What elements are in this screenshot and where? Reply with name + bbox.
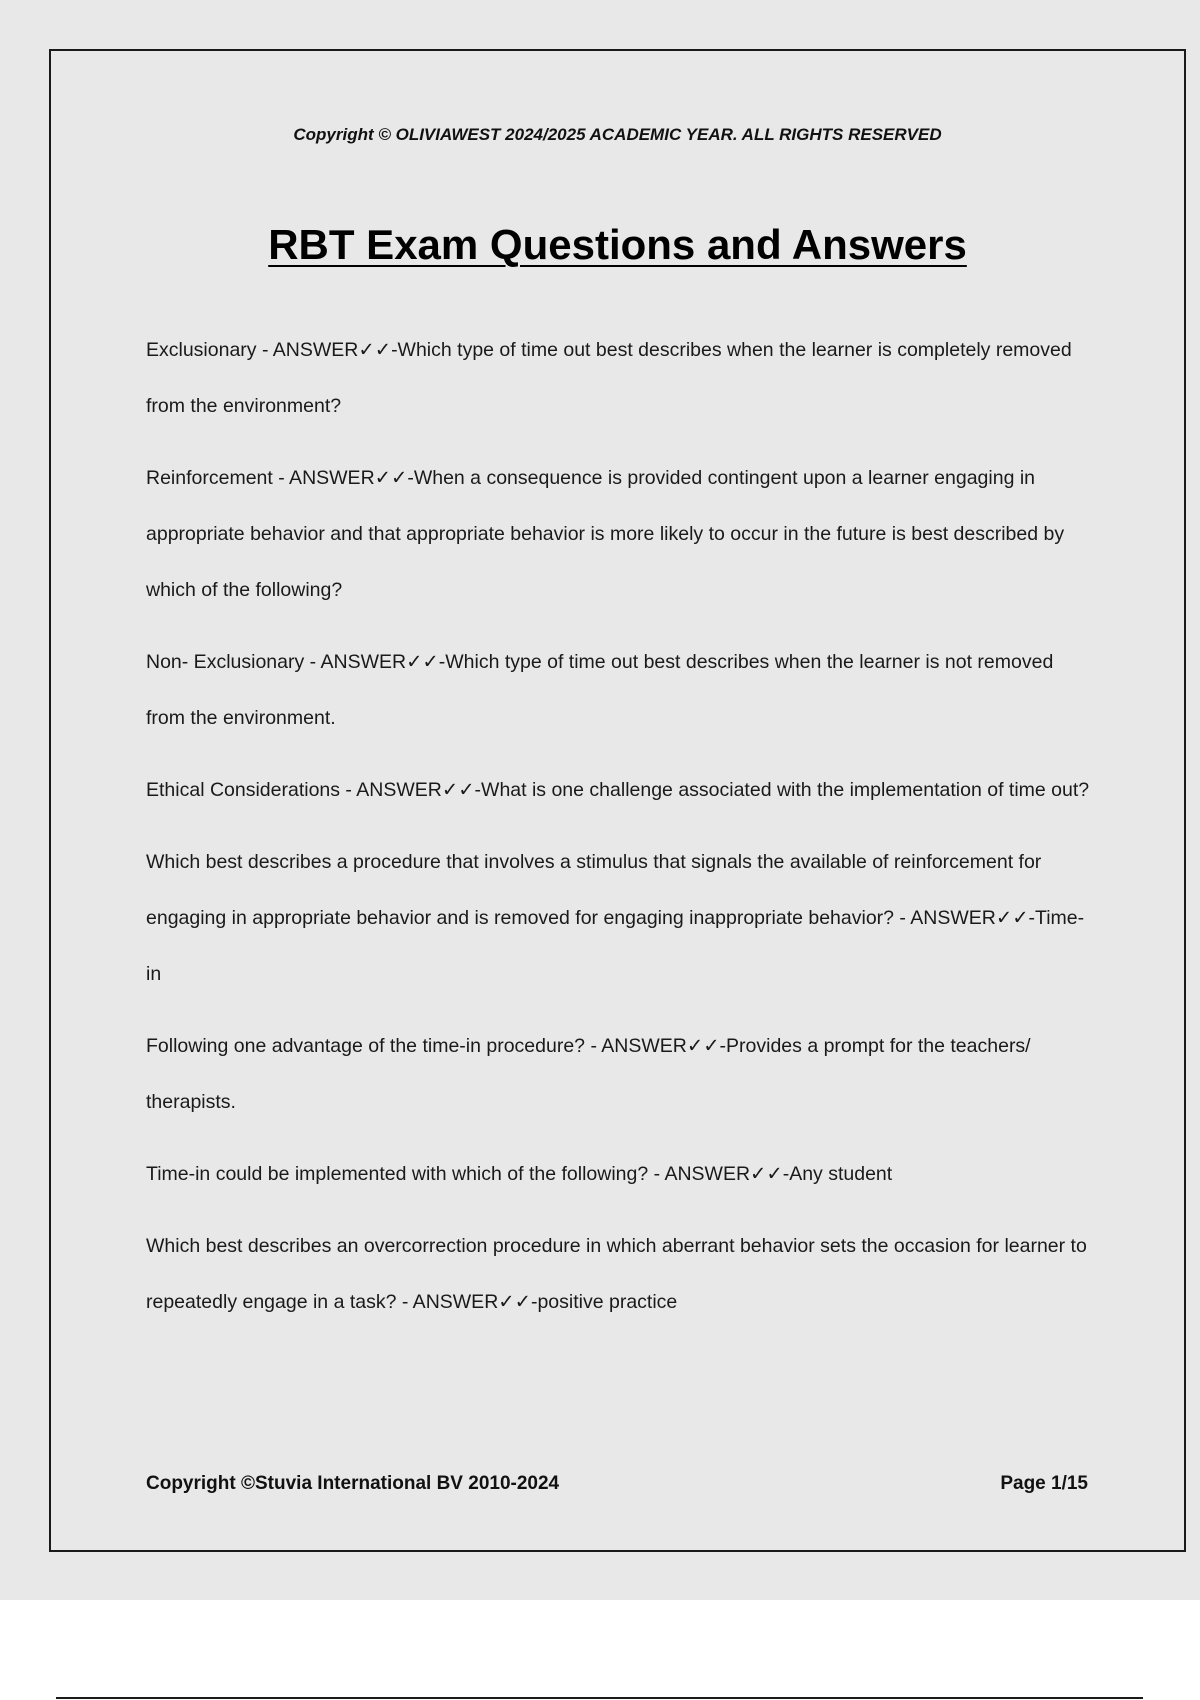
qa-item: Reinforcement - ANSWER✓✓-When a consequence is provided contingent upon a learner engaging in appropriate behavior and that appropriate behavior is more likely to occur in the future is best described by which of the following? <box>146 467 1065 601</box>
qa-item: Exclusionary - ANSWER✓✓-Which type of time out best describes when the learner is completely removed from the environment? <box>146 339 1072 417</box>
qa-item: Following one advantage of the time-in procedure? - ANSWER✓✓-Provides a prompt for the teachers/ therapists. <box>146 1035 1031 1113</box>
page-title <box>51 221 1184 269</box>
page-number: Page 1/15 <box>1000 1473 1088 1494</box>
qa-list <box>146 322 1096 1346</box>
qa-item: Time-in could be implemented with which of the following? - ANSWER✓✓-Any student <box>146 1163 893 1185</box>
qa-item: Which best describes a procedure that involves a stimulus that signals the available of reinforcement for engaging in appropriate behavior and is removed for engaging inappropriate behavior? - ANSWER✓✓-Time-in <box>146 851 1085 985</box>
qa-item: Ethical Considerations - ANSWER✓✓-What is one challenge associated with the implementation of time out? <box>146 779 1090 801</box>
divider <box>56 1697 1143 1699</box>
qa-item: Non- Exclusionary - ANSWER✓✓-Which type of time out best describes when the learner is not removed from the environment. <box>146 651 1054 729</box>
footer-copyright: Copyright ©Stuvia International BV 2010-2024 <box>146 1473 560 1494</box>
page-title-text: RBT Exam Questions and Answers <box>268 221 967 268</box>
qa-item: Which best describes an overcorrection procedure in which aberrant behavior sets the occasion for learner to repeatedly engage in a task? - ANSWER✓✓-positive practice <box>146 1235 1087 1313</box>
header-copyright: Copyright © OLIVIAWEST 2024/2025 ACADEMIC YEAR. ALL RIGHTS RESERVED <box>293 125 942 144</box>
